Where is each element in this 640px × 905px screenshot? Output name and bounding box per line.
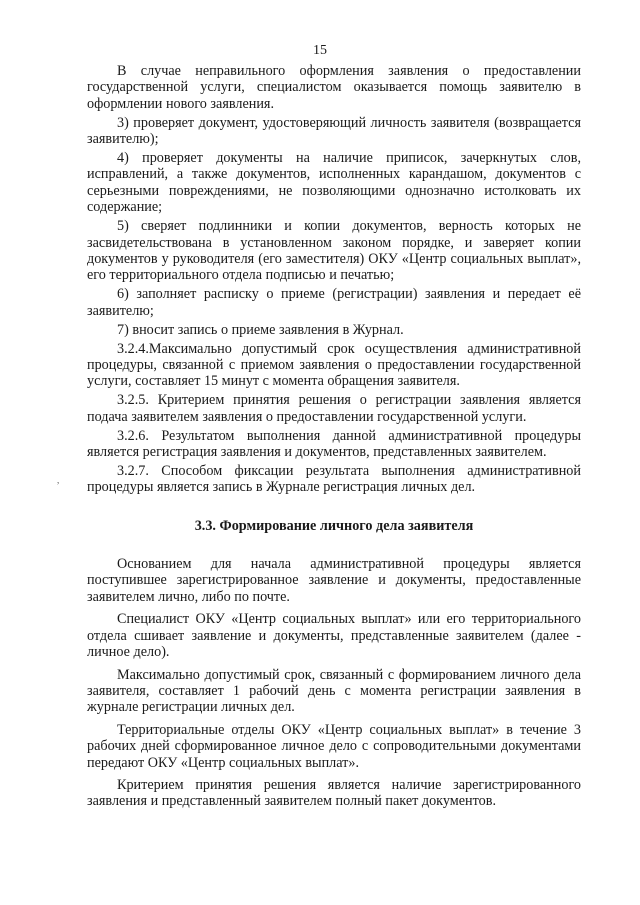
paragraph-step-4: 4) проверяет документы на наличие приписок, зачеркнутых слов, исправлений, а также документов, исполненных карандашом, документов с серьезными повреждениями, не позволяющими однозначно истолковать их содержание; [87,150,581,216]
paragraph-3-2-5: 3.2.5. Критерием принятия решения о регистрации заявления является подача заявителем заявления о предоставлении государственной услуги. [87,392,581,425]
paragraph-decision-criterion: Критерием принятия решения является наличие зарегистрированного заявления и представленный заявителем полный пакет документов. [87,776,581,810]
paragraph-3-2-7: 3.2.7. Способом фиксации результата выполнения административной процедуры является запись в Журнале регистрация личных дел. [87,462,581,496]
paragraph-step-3: 3) проверяет документ, удостоверяющий личность заявителя (возвращается заявителю); [87,114,581,148]
section-heading: 3.3. Формирование личного дела заявителя [194,517,474,534]
page-number: 15 [313,43,327,58]
document-body [87,63,581,812]
paragraph-step-7: 7) вносит запись о приеме заявления в Журнал. [117,321,404,338]
margin-mark: , [57,475,60,485]
paragraph-basis: Основанием для начала административной процедуры является поступившее зарегистрированное заявление и документы, предоставленные заявителем лично, либо по почте. [87,556,581,605]
paragraph-step-5: 5) сверяет подлинники и копии документов, верность которых не засвидетельствована в установленном законом порядке, и заверяет копии документов у руководителя (его заместителя) ОКУ «Центр социальных выплат», его территориального отдела подписью и печатью; [87,218,581,284]
paragraph-3-2-6: 3.2.6. Результатом выполнения данной административной процедуры является регистрация заявления и документов, представленных заявителем. [87,427,581,460]
paragraph-step-6: 6) заполняет расписку о приеме (регистрации) заявления и передает её заявителю; [87,286,581,319]
paragraph-territorial-offices: Территориальные отделы ОКУ «Центр социальных выплат» в течение 3 рабочих дней сформированное личное дело с сопроводительными документами передают ОКУ «Центр социальных выплат». [87,721,581,771]
paragraph-max-term: Максимально допустимый срок, связанный с формированием личного дела заявителя, составляет 1 рабочий день с момента регистрации заявления в журнале регистрации личных дел. [87,666,581,716]
paragraph-invalid-application: В случае неправильного оформления заявления о предоставлении государственной услуги, специалистом оказывается помощь заявителю в оформлении нового заявления. [87,63,581,112]
paragraph-3-2-4: 3.2.4.Максимально допустимый срок осуществления административной процедуры, связанной с приемом заявления о предоставлении государственной услуги, составляет 15 минут с момента обращения заявителя. [87,340,581,390]
paragraph-specialist: Специалист ОКУ «Центр социальных выплат» или его территориального отдела сшивает заявление и документы, представленные заявителем (далее - личное дело). [87,611,581,661]
